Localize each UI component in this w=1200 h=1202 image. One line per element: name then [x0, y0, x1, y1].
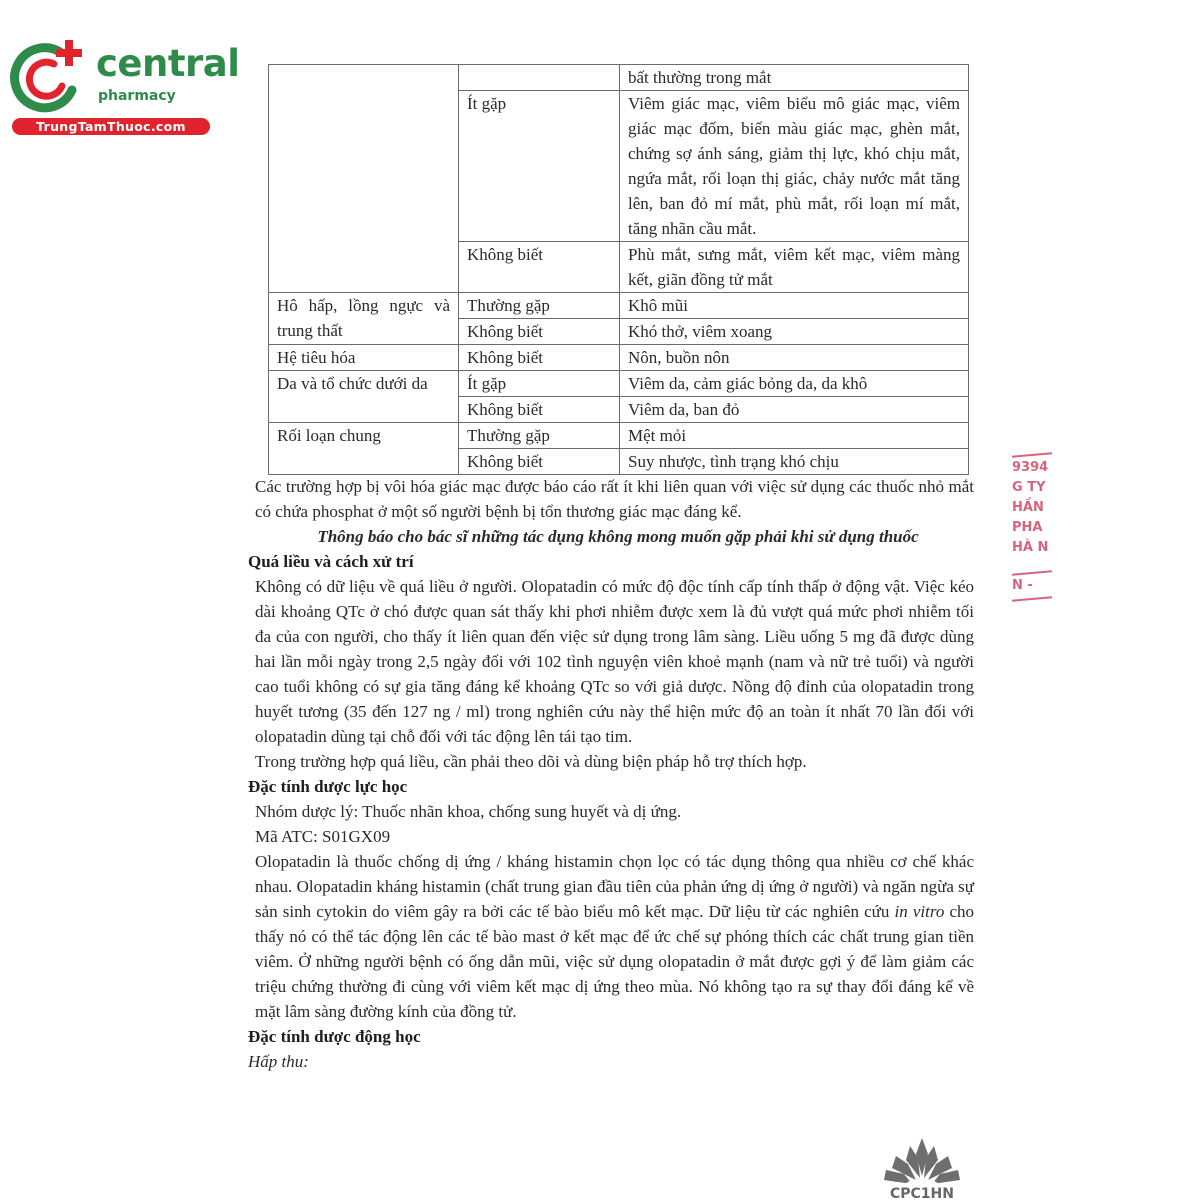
brand-subtitle: pharmacy	[98, 88, 176, 104]
pharmacokinetics-heading: Đặc tính dược động học	[248, 1027, 421, 1046]
effects-cell: Viêm giác mạc, viêm biểu mô giác mạc, viêm giác mạc đốm, biến màu giác mạc, ghèn mắt, chứng sợ ánh sáng, giảm thị lực, khó chịu mắt, ngứa mắt, rối loạn thị giác, chảy nước mắt tăng lên, ban đỏ mí mắt, phù mắt, rối loạn mí mắt, tăng nhãn cầu mắt.	[620, 91, 969, 242]
frequency-cell: Ít gặp	[459, 91, 620, 242]
cpc1hn-emblem	[882, 1136, 962, 1200]
frequency-cell: Không biết	[459, 449, 620, 475]
table-row	[269, 371, 969, 397]
frequency-cell: Thường gặp	[459, 293, 620, 319]
stamp-text: HẦN	[1012, 500, 1044, 515]
frequency-cell: Không biết	[459, 397, 620, 423]
effects-cell: Khô mũi	[620, 293, 969, 319]
frequency-cell: Không biết	[459, 345, 620, 371]
absorption-subheading: Hấp thu:	[248, 1052, 309, 1071]
effects-cell: Viêm da, ban đỏ	[620, 397, 969, 423]
in-vitro-term: in vitro	[894, 902, 945, 921]
overdose-heading: Quá liều và cách xử trí	[248, 552, 414, 571]
mechanism-text-b: cho thấy nó có thể tác động lên các tế bào mast ở kết mạc để ức chế sự phóng thích các chất trung gian tiền viêm. Ở những người bệnh có ống dẫn mũi, việc sử dụng olopatadin ở mắt được gợi ý để làm giảm các triệu chứng thường đi cùng với viêm kết mạc dị ứng theo mùa. Nó không tạo ra sự thay đổi đáng kể về mặt lâm sàng đường kính của đồng tử.	[255, 902, 975, 1021]
brand-name: central	[96, 42, 240, 85]
table-row	[269, 293, 969, 319]
effects-cell: Viêm da, cảm giác bỏng da, da khô	[620, 371, 969, 397]
stamp-text: 9394	[1012, 460, 1049, 475]
calcification-note: Các trường hợp bị vôi hóa giác mạc được báo cáo rất ít khi liên quan với việc sử dụng các thuốc nhỏ mắt có chứa phosphat ở một số người bệnh bị tổn thương giác mạc đáng kể.	[255, 477, 974, 521]
effects-cell: Nôn, buồn nôn	[620, 345, 969, 371]
pharmacological-group: Nhóm dược lý: Thuốc nhãn khoa, chống sung huyết và dị ứng.	[255, 802, 682, 821]
site-link[interactable]: TrungTamThuoc.com	[12, 118, 210, 135]
pharmacy-cross-logo-icon	[10, 38, 90, 118]
effects-cell: Khó thở, viêm xoang	[620, 319, 969, 345]
central-pharmacy-logo	[10, 38, 240, 138]
stamp-rule	[1012, 570, 1052, 575]
frequency-cell: Thường gặp	[459, 423, 620, 449]
stamp-text: HÀ N	[1012, 540, 1049, 555]
frequency-cell: Không biết	[459, 319, 620, 345]
frequency-cell: Ít gặp	[459, 371, 620, 397]
organ-cell: Hô hấp, lồng ngực và trung thất	[269, 293, 459, 345]
document-body	[248, 474, 974, 1074]
effects-cell: Mệt mỏi	[620, 423, 969, 449]
overdose-paragraph: Không có dữ liệu về quá liều ở người. Olopatadin có mức độ độc tính cấp tính thấp ở động vật. Việc kéo dài khoảng QTc ở chó được quan sát thấy khi phơi nhiễm được xem là đủ vượt quá mức phơi nhiễm tối đa của con người, cho thấy ít liên quan đến việc sử dụng trong lâm sàng. Liều uống 5 mg đã được dùng hai lần mỗi ngày trong 2,5 ngày đối với 102 tình nguyện viên khoẻ mạnh (nam và nữ trẻ tuổi) và người cao tuổi không có sự gia tăng đáng kể khoảng QTc so với giả dược. Nồng độ đỉnh của olopatadin trong huyết tương (35 đến 127 ng / ml) trong nghiên cứu này thể hiện mức độ an toàn ít nhất 70 lần đối với olopatadin dùng tại chỗ đối với tác động lên tái tạo tim.	[255, 577, 974, 746]
effects-cell: Phù mắt, sưng mắt, viêm kết mạc, viêm màng kết, giãn đồng tử mắt	[620, 242, 969, 293]
stamp-text: G TY	[1012, 480, 1046, 495]
mechanism-text-a: Olopatadin là thuốc chống dị ứng / kháng histamin chọn lọc có tác dụng thông qua nhiều cơ chế khác nhau. Olopatadin kháng histamin (chất trung gian đầu tiên của phản ứng dị ứng ở người) và ngăn ngừa sự sản sinh cytokin do viêm gây ra bởi các tế bào biểu mô kết mạc. Dữ liệu từ các nghiên cứu	[255, 852, 974, 921]
table-row	[269, 65, 969, 91]
organ-cell: Rối loạn chung	[269, 423, 459, 475]
effects-cell: Suy nhược, tình trạng khó chịu	[620, 449, 969, 475]
stamp-text: N -	[1012, 578, 1033, 593]
table-row	[269, 345, 969, 371]
mechanism-paragraph	[248, 849, 974, 1024]
lotus-emblem-icon	[882, 1136, 962, 1188]
stamp-rule	[1012, 452, 1052, 457]
atc-code: Mã ATC: S01GX09	[255, 827, 391, 846]
company-stamp	[1012, 452, 1052, 612]
notify-doctor-note: Thông báo cho bác sĩ những tác dụng không mong muốn gặp phải khi sử dụng thuốc	[317, 527, 919, 546]
table-row	[269, 423, 969, 449]
frequency-cell	[459, 65, 620, 91]
effects-cell: bất thường trong mắt	[620, 65, 969, 91]
adverse-reactions-table	[268, 64, 969, 475]
emblem-label: CPC1HN	[890, 1186, 954, 1202]
overdose-management: Trong trường hợp quá liều, cần phải theo dõi và dùng biện pháp hỗ trợ thích hợp.	[255, 752, 807, 771]
frequency-cell: Không biết	[459, 242, 620, 293]
pharmacodynamics-heading: Đặc tính dược lực học	[248, 777, 408, 796]
organ-cell	[269, 65, 459, 293]
stamp-text: PHA	[1012, 520, 1043, 535]
organ-cell: Hệ tiêu hóa	[269, 345, 459, 371]
organ-cell: Da và tổ chức dưới da	[269, 371, 459, 423]
stamp-rule	[1012, 596, 1052, 601]
